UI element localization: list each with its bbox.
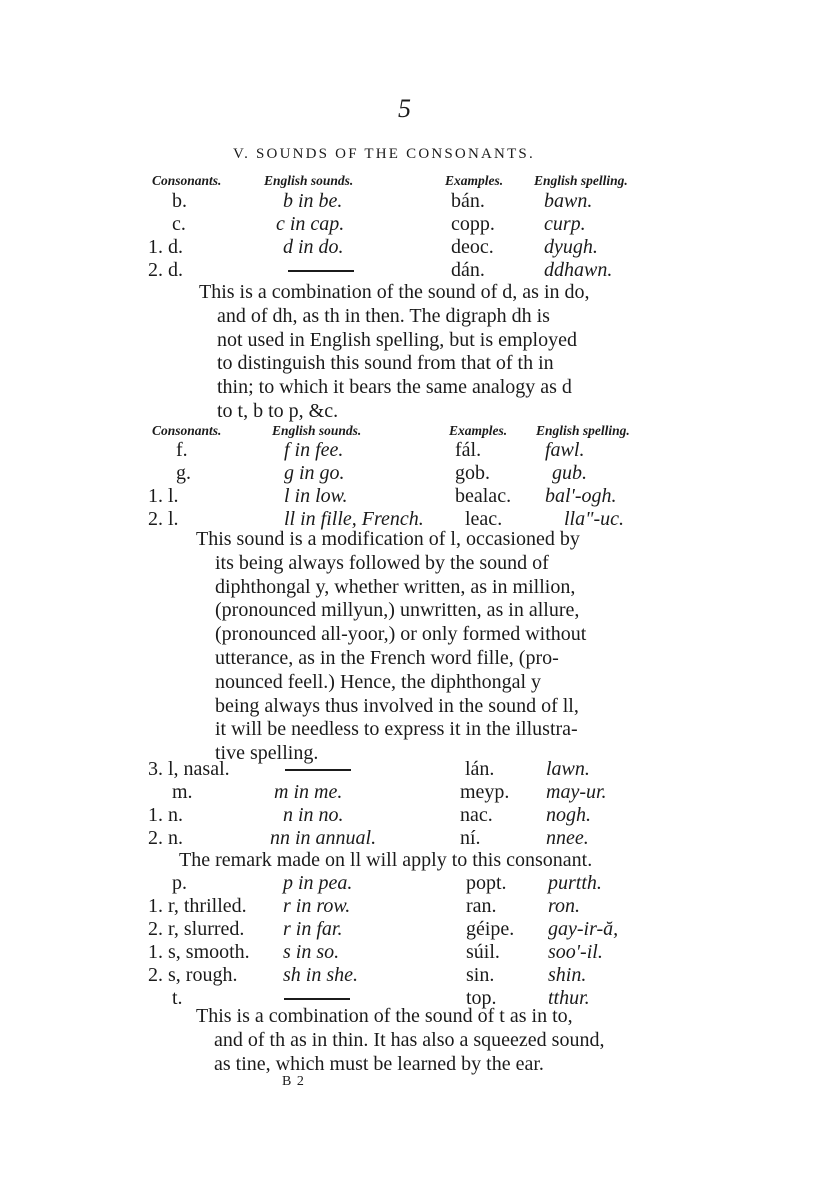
sound-cell: s in so. bbox=[283, 941, 340, 963]
consonant-cell: b. bbox=[172, 190, 187, 212]
blank-sound-dash bbox=[285, 758, 351, 781]
page-number: 5 bbox=[398, 94, 411, 123]
spelling-cell: tthur. bbox=[548, 987, 590, 1009]
consonant-cell: 2. s, rough. bbox=[148, 964, 238, 986]
col-header-examples: Examples. bbox=[445, 173, 504, 188]
text-line: being always thus involved in the sound of ll, bbox=[215, 694, 579, 717]
signature-mark: B 2 bbox=[282, 1074, 305, 1089]
text-line: and of dh, as th in then. The digraph dh is bbox=[217, 304, 550, 327]
example-cell: top. bbox=[466, 987, 497, 1009]
text-line: it will be needless to express it in the illustra- bbox=[215, 718, 578, 741]
text-line: This sound is a modification of l, occasioned by bbox=[196, 528, 580, 550]
consonant-cell: 2. l. bbox=[148, 508, 179, 530]
consonant-cell: c. bbox=[172, 213, 186, 235]
sound-cell: sh in she. bbox=[283, 964, 358, 986]
sound-cell: b in be. bbox=[283, 190, 343, 212]
sound-cell: ll in fille, French. bbox=[284, 508, 424, 530]
col-header-english-sounds: English sounds. bbox=[264, 173, 354, 188]
example-cell: bealac. bbox=[455, 485, 512, 507]
consonant-cell: 1. r, thrilled. bbox=[148, 895, 247, 917]
sound-cell: p in pea. bbox=[283, 872, 353, 894]
spelling-cell: dyugh. bbox=[544, 236, 598, 258]
sound-cell: m in me. bbox=[274, 781, 343, 803]
example-cell: ran. bbox=[466, 895, 497, 917]
example-cell: bán. bbox=[451, 190, 485, 212]
example-cell: gob. bbox=[455, 462, 490, 484]
example-cell: popt. bbox=[466, 872, 507, 894]
text-line: and of th as in thin. It has also a squeezed sound, bbox=[214, 1028, 605, 1051]
example-cell: copp. bbox=[451, 213, 495, 235]
consonant-cell: 1. d. bbox=[148, 236, 183, 258]
paragraph-dh-note bbox=[199, 281, 590, 424]
sound-cell: l in low. bbox=[284, 485, 348, 507]
spelling-cell: nnee. bbox=[546, 827, 589, 849]
col-header-consonants: Consonants. bbox=[152, 173, 222, 188]
col-header-examples: Examples. bbox=[449, 423, 508, 438]
consonant-cell: f. bbox=[176, 439, 188, 461]
spelling-cell: fawl. bbox=[545, 439, 585, 461]
spelling-cell: shin. bbox=[548, 964, 587, 986]
consonant-cell: 2. d. bbox=[148, 259, 183, 281]
spelling-cell: curp. bbox=[544, 213, 586, 235]
consonant-cell: g. bbox=[176, 462, 191, 484]
sound-cell: d in do. bbox=[283, 236, 344, 258]
consonant-cell: 3. l, nasal. bbox=[148, 758, 230, 780]
consonant-cell: 2. n. bbox=[148, 827, 183, 849]
sound-cell: g in go. bbox=[284, 462, 345, 484]
sound-cell: r in far. bbox=[283, 918, 343, 940]
text-line: to t, b to p, &c. bbox=[217, 399, 339, 422]
text-line: thin; to which it bears the same analogy as d bbox=[217, 376, 572, 399]
text-line: This is a combination of the sound of t as in to, bbox=[196, 1005, 573, 1027]
text-line: not used in English spelling, but is employed bbox=[217, 328, 577, 351]
text-line: nounced feell.) Hence, the diphthongal y bbox=[215, 670, 541, 693]
col-header-english-sounds: English sounds. bbox=[272, 423, 362, 438]
spelling-cell: soo'-il. bbox=[548, 941, 603, 963]
consonant-cell: 2. r, slurred. bbox=[148, 918, 245, 940]
spelling-cell: nogh. bbox=[546, 804, 591, 826]
sound-cell: c in cap. bbox=[276, 213, 345, 235]
spelling-cell: ddhawn. bbox=[544, 259, 613, 281]
sound-cell: r in row. bbox=[283, 895, 351, 917]
spelling-cell: gub. bbox=[552, 462, 587, 484]
example-cell: meyp. bbox=[460, 781, 510, 803]
spelling-cell: bal'-ogh. bbox=[545, 485, 617, 507]
text-line: to distinguish this sound from that of th in bbox=[217, 352, 554, 375]
text-line: its being always followed by the sound of bbox=[215, 551, 549, 574]
text-line: (pronounced millyun,) unwritten, as in allure, bbox=[215, 599, 580, 622]
spelling-cell: ron. bbox=[548, 895, 581, 917]
spelling-cell: gay-ir-ă, bbox=[548, 918, 619, 940]
text-line: diphthongal y, whether written, as in million, bbox=[215, 575, 576, 598]
spelling-cell: lla"-uc. bbox=[564, 508, 625, 530]
consonant-cell: t. bbox=[172, 987, 183, 1009]
sound-cell: f in fee. bbox=[284, 439, 344, 461]
example-cell: dán. bbox=[451, 259, 485, 281]
consonant-cell: 1. l. bbox=[148, 485, 179, 507]
example-cell: leac. bbox=[465, 508, 503, 530]
consonant-cell: 1. s, smooth. bbox=[148, 941, 250, 963]
example-cell: súil. bbox=[466, 941, 500, 963]
text-line: This is a combination of the sound of d, as in do, bbox=[199, 281, 590, 303]
example-cell: deoc. bbox=[451, 236, 494, 258]
example-cell: géipe. bbox=[466, 918, 515, 940]
text-line: as tine, which must be learned by the ear. bbox=[214, 1052, 544, 1075]
spelling-cell: bawn. bbox=[544, 190, 593, 212]
text-line: tive spelling. bbox=[215, 742, 319, 765]
paragraph-tth-note bbox=[196, 1005, 604, 1076]
spelling-cell: purtth. bbox=[548, 872, 602, 894]
section-heading: V. SOUNDS OF THE CONSONANTS. bbox=[233, 146, 535, 162]
example-cell: nac. bbox=[460, 804, 493, 826]
spelling-cell: may-ur. bbox=[546, 781, 607, 803]
paragraph-ll-note bbox=[196, 528, 586, 766]
consonant-cell: p. bbox=[172, 872, 187, 894]
sound-cell: n in no. bbox=[283, 804, 344, 826]
example-cell: sin. bbox=[466, 964, 495, 986]
col-header-consonants: Consonants. bbox=[152, 423, 222, 438]
text-line: (pronounced all-yoor,) or only formed without bbox=[215, 623, 587, 646]
text-line: utterance, as in the French word fille, (pro- bbox=[215, 646, 559, 669]
sound-cell: nn in annual. bbox=[270, 827, 377, 849]
col-header-english-spelling: English spelling. bbox=[534, 173, 628, 188]
example-cell: ní. bbox=[460, 827, 481, 849]
spelling-cell: lawn. bbox=[546, 758, 590, 780]
example-cell: lán. bbox=[465, 758, 495, 780]
col-header-english-spelling: English spelling. bbox=[536, 423, 630, 438]
remark-line: The remark made on ll will apply to this consonant. bbox=[179, 849, 593, 871]
consonant-cell: m. bbox=[172, 781, 193, 803]
blank-sound-dash bbox=[288, 259, 354, 282]
consonant-cell: 1. n. bbox=[148, 804, 183, 826]
example-cell: fál. bbox=[455, 439, 482, 461]
